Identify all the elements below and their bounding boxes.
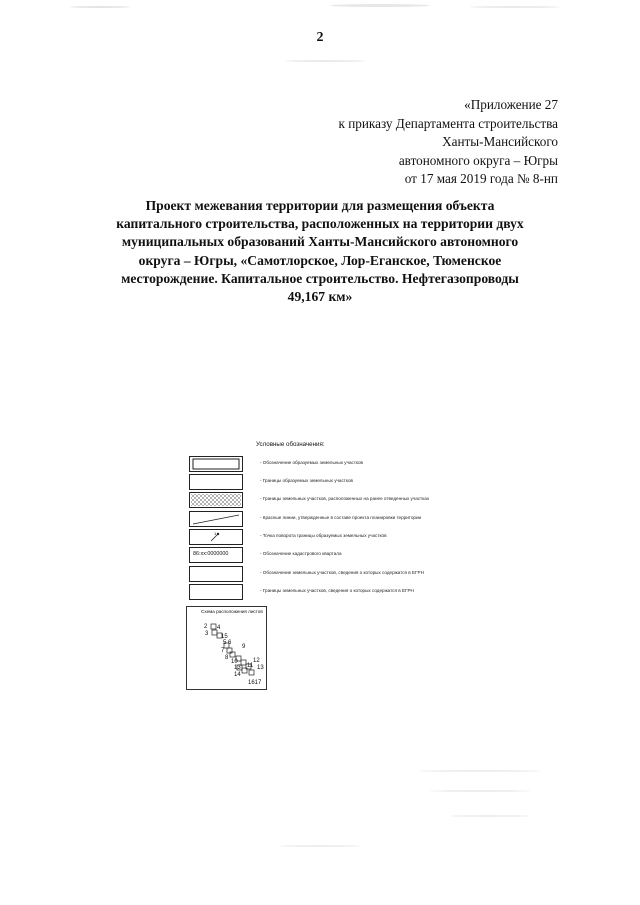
- scan-artifact: [420, 770, 540, 772]
- legend-item: [189, 547, 489, 565]
- boundary-swatch-icon: [189, 474, 243, 490]
- sheet-label: 4: [217, 625, 221, 631]
- cadastral-label: 86:xx:0000000: [193, 551, 229, 557]
- sheet-label: 13: [257, 665, 264, 671]
- turn-point-swatch-icon: [189, 529, 243, 545]
- appendix-line: к приказу Департамента строительства: [338, 115, 558, 131]
- red-line-swatch-icon: [189, 511, 243, 527]
- title-line: капитального строительства, расположенных на территории двух: [116, 216, 524, 232]
- sheet-label: 11: [247, 663, 254, 669]
- legend-item: [189, 566, 489, 584]
- scan-artifact: [330, 4, 430, 7]
- legend-item: [189, 511, 489, 529]
- legend-item-text: - Обозначение образуемых земельных участков: [260, 460, 363, 465]
- area-designation-swatch-icon: [189, 456, 243, 472]
- legend-item: [189, 474, 489, 492]
- sheet-label: 9: [242, 644, 246, 650]
- sheet-label: 5: [223, 640, 227, 646]
- scan-artifact: [470, 6, 560, 8]
- title-line: муниципальных образований Ханты-Мансийского автономного: [121, 234, 519, 250]
- sheet-grid-icon: [186, 606, 267, 690]
- scan-artifact: [70, 6, 130, 8]
- scan-artifact: [430, 790, 530, 792]
- sheet-label: 7: [221, 648, 225, 654]
- legend-item-text: - Точка поворота границы образуемых земельных участков: [260, 533, 387, 538]
- appendix-line: автономного округа – Югры: [398, 152, 558, 168]
- legend-item: [189, 529, 489, 547]
- svg-text:1: 1: [214, 531, 217, 536]
- sheet-label: 3: [205, 631, 209, 637]
- sheet-label: 2: [204, 624, 208, 630]
- scheme-title: Схема расположения листов: [201, 609, 263, 614]
- legend-item-text: - Границы земельных участков, сведения о которых содержатся в ЕГРН: [260, 588, 414, 593]
- title-line: округа – Югры, «Самотлорское, Лор-Еганское, Тюменское: [138, 252, 502, 268]
- page-number: 2: [316, 30, 324, 45]
- legend-item-text: - Обозначение кадастрового квартала: [260, 551, 342, 556]
- title-line: 49,167 км»: [287, 289, 353, 305]
- sheet-label: 10: [231, 659, 238, 665]
- hatched-swatch-icon: [189, 492, 243, 508]
- egrn-boundary-swatch-icon: [189, 584, 243, 600]
- legend-item-text: - Красные линии, утвержденные в составе проекта планировки территории: [260, 515, 422, 520]
- sheet-layout-scheme: [186, 606, 267, 690]
- document-title: [88, 197, 552, 306]
- title-line: Проект межевания территории для размещения объекта: [145, 198, 495, 213]
- appendix-line: Ханты-Мансийского: [442, 134, 558, 149]
- sheet-label: 12: [253, 658, 260, 664]
- legend-item-text: - Границы земельных участков, расположенных на ранее отведенных участках: [260, 496, 430, 501]
- legend-item: [189, 584, 489, 602]
- cadastral-swatch-icon: [189, 547, 243, 563]
- egrn-area-swatch-icon: [189, 566, 243, 582]
- legend-item-text: - Границы образуемых земельных участков: [260, 478, 353, 483]
- sheet-label: 6: [228, 640, 232, 646]
- appendix-line: «Приложение 27: [464, 97, 558, 112]
- legend-item: [189, 492, 489, 510]
- sheet-label: 1617: [248, 680, 262, 686]
- sheet-label: 14: [234, 672, 241, 678]
- scan-artifact: [280, 845, 360, 847]
- legend-item: [189, 456, 489, 474]
- scan-artifact: [285, 60, 365, 62]
- appendix-block: [339, 96, 559, 189]
- sheet-label: 8: [225, 655, 229, 661]
- legend-heading: Условные обозначения:: [256, 441, 325, 448]
- scan-artifact: [450, 815, 530, 817]
- sheet-label: 13: [234, 665, 241, 671]
- appendix-line: от 17 мая 2019 года № 8-нп: [404, 171, 558, 186]
- sheet-label: 15: [221, 634, 228, 640]
- legend-item-text: - Обозначение земельных участков, сведения о которых содержатся в ЕГРН: [260, 570, 424, 575]
- title-line: месторождение. Капитальное строительство. Нефтегазопроводы: [121, 270, 519, 286]
